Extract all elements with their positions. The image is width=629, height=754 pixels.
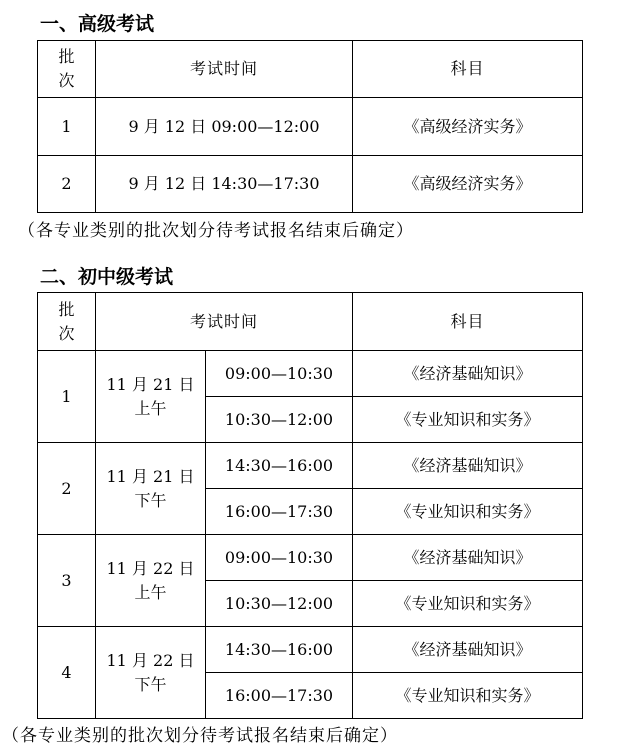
header-time: 考试时间: [96, 293, 353, 351]
time-cell: 10:30—12:00: [206, 397, 353, 443]
batch-cell: 2: [38, 443, 96, 535]
date-cell: [96, 627, 206, 719]
header-subject: 科目: [353, 41, 583, 98]
table-row: [38, 535, 583, 581]
subject-cell: 《高级经济实务》: [353, 98, 583, 156]
period-text: 上午: [134, 398, 167, 418]
subject-cell: 《经济基础知识》: [353, 443, 583, 489]
time-cell: 16:00—17:30: [206, 489, 353, 535]
period-text: 下午: [134, 674, 167, 694]
subject-cell: 《经济基础知识》: [353, 351, 583, 397]
header-subject: 科目: [353, 293, 583, 351]
date-cell: [96, 535, 206, 627]
subject-cell: 《专业知识和实务》: [353, 581, 583, 627]
batch-cell: 1: [38, 351, 96, 443]
batch-cell: 3: [38, 535, 96, 627]
time-cell: 9 月 12 日 09:00—12:00: [96, 98, 353, 156]
subject-cell: 《经济基础知识》: [353, 535, 583, 581]
period-text: 下午: [134, 490, 167, 510]
table-header-row: [38, 293, 583, 351]
time-cell: 9 月 12 日 14:30—17:30: [96, 156, 353, 213]
date-text: 11 月 22 日: [106, 558, 195, 578]
date-text: 11 月 21 日: [106, 466, 195, 486]
period-text: 上午: [134, 582, 167, 602]
date-cell: [96, 443, 206, 535]
time-cell: 16:00—17:30: [206, 673, 353, 719]
table-row: [38, 443, 583, 489]
time-cell: 10:30—12:00: [206, 581, 353, 627]
subject-cell: 《专业知识和实务》: [353, 673, 583, 719]
subject-cell: 《专业知识和实务》: [353, 489, 583, 535]
time-cell: 09:00—10:30: [206, 535, 353, 581]
header-time: 考试时间: [96, 41, 353, 98]
batch-cell: 2: [38, 156, 96, 213]
time-cell: 14:30—16:00: [206, 443, 353, 489]
junior-exam-table: [37, 292, 583, 719]
table-row: [38, 156, 583, 213]
table-row: [38, 98, 583, 156]
section2-note: （各专业类别的批次划分待考试报名结束后确定）: [2, 726, 398, 746]
table-row: [38, 627, 583, 673]
section1-note: （各专业类别的批次划分待考试报名结束后确定）: [18, 221, 414, 241]
table-row: [38, 351, 583, 397]
section1-title: 一、高级考试: [40, 13, 155, 35]
date-text: 11 月 22 日: [106, 650, 195, 670]
time-cell: 09:00—10:30: [206, 351, 353, 397]
section2-title: 二、初中级考试: [40, 266, 174, 288]
subject-cell: 《经济基础知识》: [353, 627, 583, 673]
senior-exam-table: [37, 40, 583, 213]
table-header-row: [38, 41, 583, 98]
subject-cell: 《专业知识和实务》: [353, 397, 583, 443]
header-batch: 批次: [38, 41, 96, 98]
date-text: 11 月 21 日: [106, 374, 195, 394]
header-batch: 批次: [38, 293, 96, 351]
batch-cell: 1: [38, 98, 96, 156]
batch-cell: 4: [38, 627, 96, 719]
time-cell: 14:30—16:00: [206, 627, 353, 673]
subject-cell: 《高级经济实务》: [353, 156, 583, 213]
date-cell: [96, 351, 206, 443]
